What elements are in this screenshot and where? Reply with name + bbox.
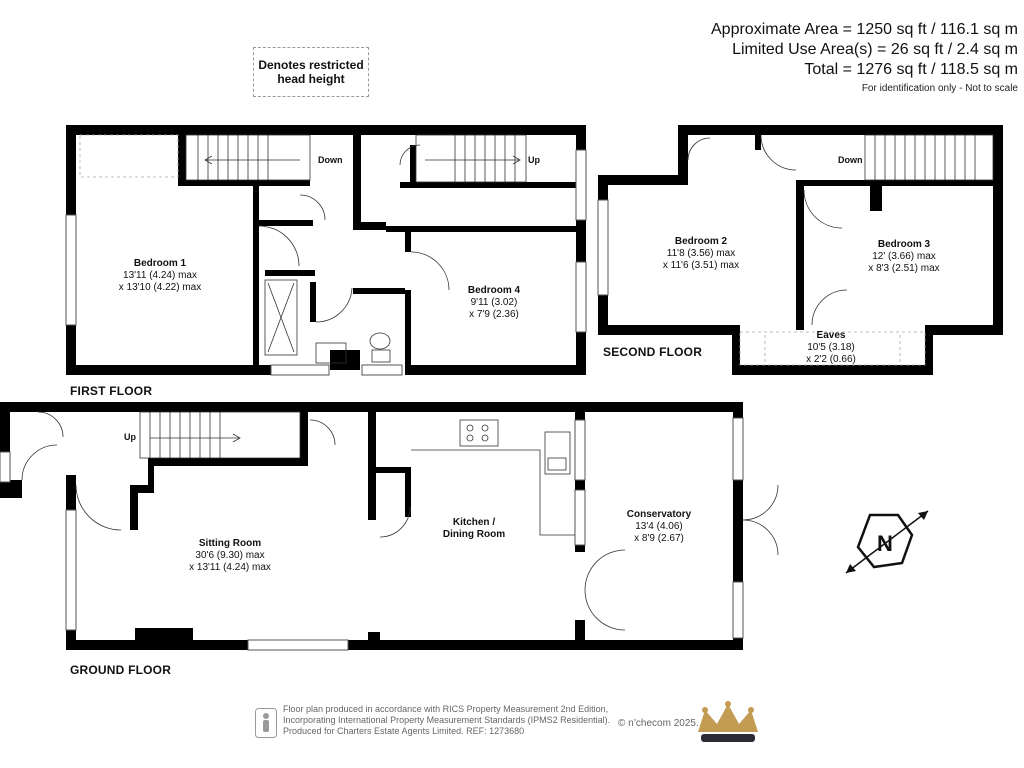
room-name: Kitchen / <box>452 517 496 528</box>
room-dimension: x 8'9 (2.67) <box>634 533 684 544</box>
person-scale-icon <box>255 708 277 738</box>
restricted-key-line1: Denotes restricted <box>258 58 364 72</box>
copyright-text: © n’checom 2025. <box>618 718 699 729</box>
room-name: Bedroom 3 <box>877 239 931 250</box>
room-dimension: 9'11 (3.02) <box>470 297 518 308</box>
room-name: Bedroom 2 <box>674 236 728 247</box>
room-bedroom-3 <box>868 239 939 275</box>
north-compass-icon <box>840 505 935 585</box>
compass-letter: N <box>877 531 893 556</box>
crown-logo-icon <box>693 700 763 750</box>
room-dimension: 12' (3.66) max <box>872 251 936 262</box>
room-dimension: 11'8 (3.56) max <box>666 248 736 259</box>
approximate-area: Approximate Area = 1250 sq ft / 116.1 sq m <box>711 21 1018 38</box>
ground-floor-up-label: Up <box>124 432 136 442</box>
room-name: Bedroom 4 <box>467 285 521 296</box>
room-kitchen-dining <box>443 517 505 541</box>
second-floor-down-label: Down <box>838 155 863 165</box>
ground-floor-label: GROUND FLOOR <box>70 663 172 677</box>
room-dimension: 13'11 (4.24) max <box>123 270 197 281</box>
room-name: Bedroom 1 <box>133 258 187 269</box>
room-dimension: 30'6 (9.30) max <box>195 550 265 561</box>
door-swings <box>22 135 847 630</box>
footer-line: Incorporating International Property Measurement Standards (IPMS2 Residential). <box>283 715 611 725</box>
total-area: Total = 1276 sq ft / 118.5 sq m <box>804 61 1018 78</box>
room-dimension: x 7'9 (2.36) <box>469 309 519 320</box>
room-dimension: x 13'10 (4.22) max <box>118 282 202 293</box>
room-dimension: x 8'3 (2.51) max <box>868 263 940 274</box>
room-dimension: x 13'11 (4.24) max <box>189 562 271 573</box>
room-bedroom-2 <box>663 236 739 272</box>
room-sitting-room <box>189 538 271 574</box>
restricted-key-line2: head height <box>277 72 345 86</box>
scale-note: For identification only - Not to scale <box>861 83 1018 94</box>
room-dimension: x 11'6 (3.51) max <box>662 260 740 271</box>
footer-disclaimer <box>283 704 610 737</box>
limited-use-area: Limited Use Area(s) = 26 sq ft / 2.4 sq m <box>732 41 1018 58</box>
room-dimension: x 2'2 (0.66) <box>806 354 856 365</box>
room-bedroom-1 <box>119 258 202 294</box>
room-name: Sitting Room <box>198 538 262 549</box>
footer-line: Floor plan produced in accordance with RICS Property Measurement 2nd Edition, <box>283 704 609 714</box>
second-floor-label: SECOND FLOOR <box>603 345 703 359</box>
footer-line: Produced for Charters Estate Agents Limited. REF: 1273680 <box>283 726 525 736</box>
room-name: Eaves <box>816 330 846 341</box>
first-floor-down-label: Down <box>318 155 343 165</box>
room-eaves <box>806 330 856 366</box>
room-dimension: 10'5 (3.18) <box>807 342 855 353</box>
room-name: Conservatory <box>626 509 692 520</box>
room-name: Dining Room <box>442 529 506 540</box>
room-dimension: 13'4 (4.06) <box>635 521 683 532</box>
first-floor-label: FIRST FLOOR <box>70 384 153 398</box>
first-floor-up-label: Up <box>528 155 540 165</box>
room-conservatory <box>627 509 691 545</box>
room-bedroom-4 <box>468 285 520 321</box>
